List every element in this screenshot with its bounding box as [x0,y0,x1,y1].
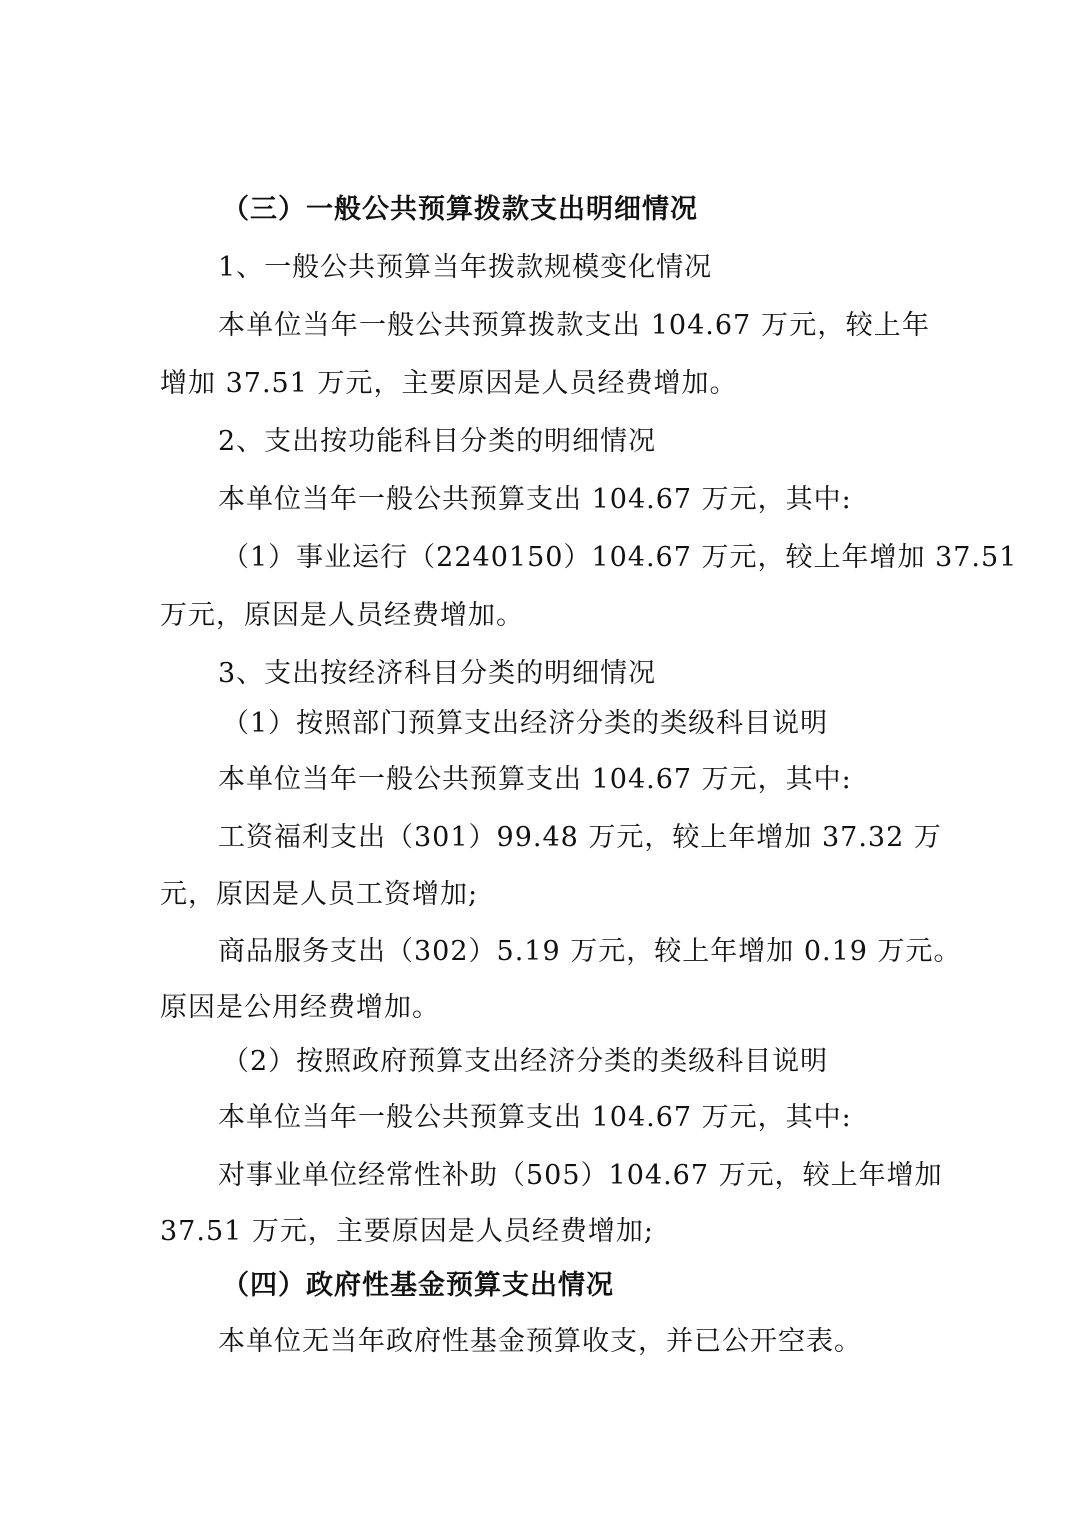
paragraph-line: 本单位当年一般公共预算支出 104.67 万元，其中: [218,764,852,795]
paragraph-line: 本单位当年一般公共预算支出 104.67 万元，其中: [218,484,852,515]
subheading-2: 2、支出按功能科目分类的明细情况 [218,426,657,457]
paragraph-line: 工资福利支出（301）99.48 万元，较上年增加 37.32 万 [218,822,942,853]
subheading-3: 3、支出按经济科目分类的明细情况 [218,658,657,689]
sub-subheading-2: （2）按照政府预算支出经济分类的类级科目说明 [222,1046,829,1077]
section-heading-3: （三）一般公共预算拨款支出明细情况 [222,194,698,225]
paragraph-line: 商品服务支出（302）5.19 万元，较上年增加 0.19 万元。 [218,936,962,967]
paragraph-line: 本单位当年一般公共预算拨款支出 104.67 万元，较上年 [218,310,930,341]
paragraph-line: 本单位无当年政府性基金预算收支，并已公开空表。 [218,1326,862,1357]
sub-subheading-1: （1）按照部门预算支出经济分类的类级科目说明 [222,708,829,739]
paragraph-line: 万元，原因是人员经费增加。 [160,600,524,631]
paragraph-line: 对事业单位经常性补助（505）104.67 万元，较上年增加 [218,1160,943,1191]
paragraph-line: 原因是公用经费增加。 [160,992,440,1023]
paragraph-line: 元，原因是人员工资增加; [160,879,479,910]
section-heading-4: （四）政府性基金预算支出情况 [222,1270,614,1301]
subheading-1: 1、一般公共预算当年拨款规模变化情况 [218,252,713,283]
paragraph-line: （1）事业运行（2240150）104.67 万元，较上年增加 37.51 [222,542,1018,573]
paragraph-line: 本单位当年一般公共预算支出 104.67 万元，其中: [218,1102,852,1133]
paragraph-line: 增加 37.51 万元，主要原因是人员经费增加。 [160,368,738,399]
paragraph-line: 37.51 万元，主要原因是人员经费增加; [160,1216,654,1247]
